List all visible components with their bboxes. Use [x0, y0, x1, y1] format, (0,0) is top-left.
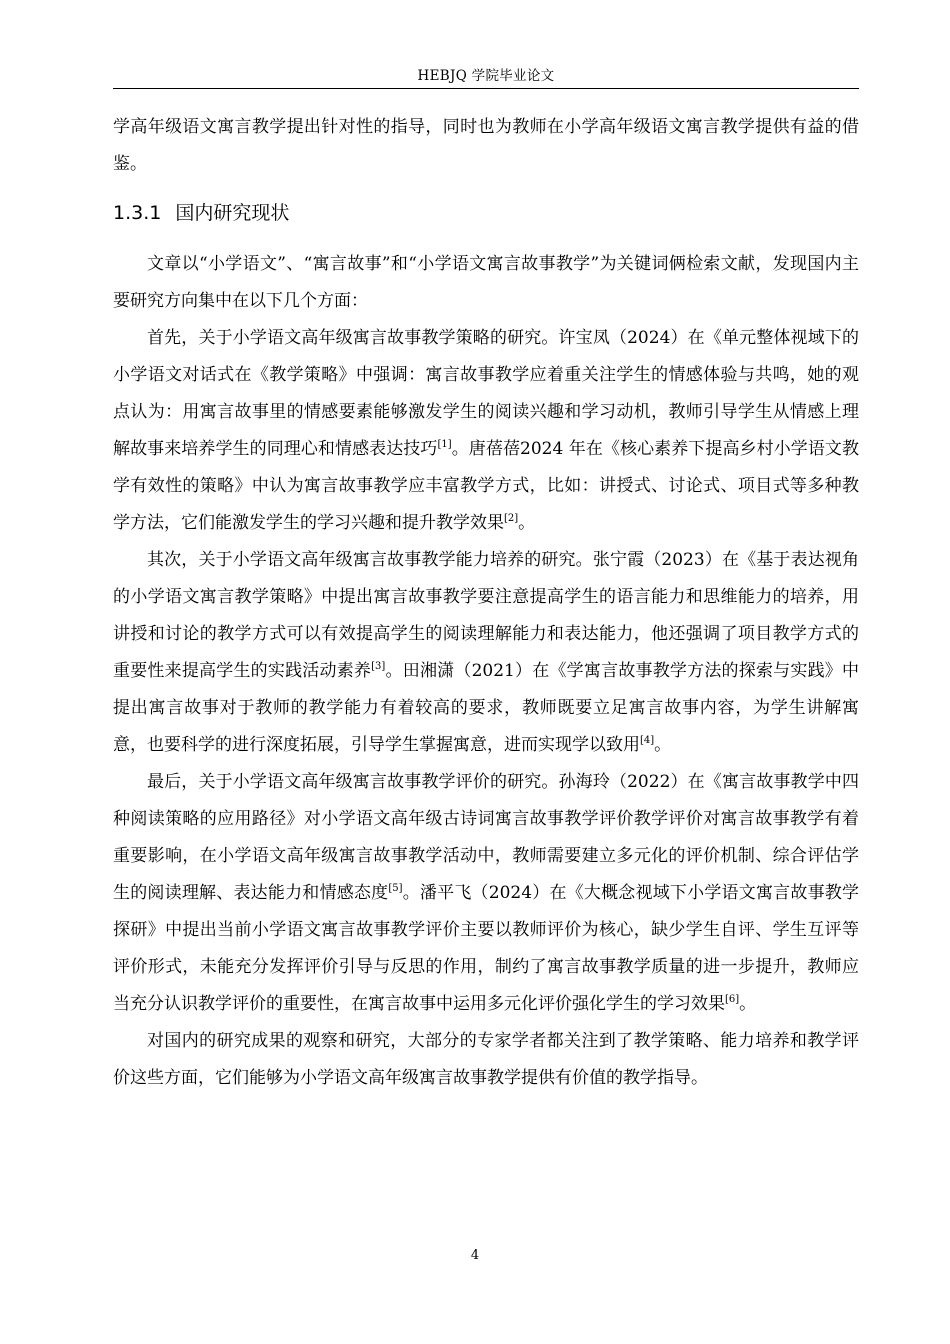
citation-2: [2]	[504, 513, 519, 524]
first-paragraph-text-b: 。唐蓓蓓2024 年在《核心素养下提高乡村小学语文教学有效性的策略》中认为寓言故事教学应丰富教学方式，比如：讲授式、讨论式、项目式等多种教学方法，它们能激发学生的学习兴趣和提升教学效果	[113, 439, 860, 533]
second-paragraph	[113, 542, 859, 764]
citation-6: [6]	[725, 994, 740, 1005]
first-paragraph-text-a: 首先，关于小学语文高年级寓言故事教学策略的研究。许宝凤（2024）在《单元整体视域下的小学语文对话式在《教学策略》中强调：寓言故事教学应着重关注学生的情感体验与共鸣，她的观点认为：用寓言故事里的情感要素能够激发学生的阅读兴趣和学习动机，教师引导学生从情感上理解故事来培养学生的同理心和情感表达技巧	[113, 328, 859, 459]
third-paragraph-text-c: 。	[739, 994, 757, 1014]
section-heading	[113, 197, 859, 229]
conclusion-paragraph: 对国内的研究成果的观察和研究，大部分的专家学者都关注到了教学策略、能力培养和教学评价这些方面，它们能够为小学语文高年级寓言故事教学提供有价值的教学指导。	[113, 1031, 859, 1088]
third-paragraph	[113, 764, 859, 1023]
first-paragraph	[113, 320, 859, 542]
section-title: 国内研究现状	[175, 202, 290, 224]
citation-3: [3]	[371, 661, 386, 672]
document-body	[113, 109, 859, 1097]
second-paragraph-text-a: 其次，关于小学语文高年级寓言故事教学能力培养的研究。张宁霞（2023）在《基于表达视角的小学语文寓言教学策略》中提出寓言故事教学要注意提高学生的语言能力和思维能力的培养，用讲授和讨论的教学方式可以有效提高学生的阅读理解能力和表达能力，他还强调了项目教学方式的重要性来提高学生的实践活动素养	[113, 550, 859, 681]
citation-4: [4]	[640, 735, 655, 746]
second-paragraph-text-c: 。	[654, 735, 672, 755]
third-paragraph-text-b: 。潘平飞（2024）在《大概念视域下小学语文寓言故事教学探研》中提出当前小学语文寓言故事教学评价主要以教师评价为核心，缺少学生自评、学生互评等评价形式，未能充分发挥评价引导与反思的作用，制约了寓言故事教学质量的进一步提升，教师应当充分认识教学评价的重要性，在寓言故事中运用多元化评价强化学生的学习效果	[113, 883, 859, 1014]
section-number: 1.3.1	[113, 202, 162, 224]
citation-5: [5]	[388, 883, 403, 894]
second-paragraph-text-b: 。田湘潇（2021）在《学寓言故事教学方法的探索与实践》中提出寓言故事对于教师的教学能力有着较高的要求，教师既要立足寓言故事内容，为学生讲解寓意，也要科学的进行深度拓展，引导学生掌握寓意，进而实现学以致用	[113, 661, 860, 755]
citation-1: [1]	[437, 439, 452, 450]
page-number: 4	[470, 1248, 480, 1263]
continuation-paragraph: 学高年级语文寓言教学提出针对性的指导，同时也为教师在小学高年级语文寓言教学提供有益的借鉴。	[113, 117, 859, 174]
page-header: HEBJQ 学院毕业论文	[113, 64, 859, 89]
intro-paragraph: 文章以“小学语文”、“寓言故事”和“小学语文寓言故事教学”为关键词俩检索文献，发现国内主要研究方向集中在以下几个方面：	[113, 254, 859, 311]
third-paragraph-text-a: 最后，关于小学语文高年级寓言故事教学评价的研究。孙海玲（2022）在《寓言故事教学中四种阅读策略的应用路径》对小学语文高年级古诗词寓言故事教学评价教学评价对寓言故事教学有着重要影响，在小学语文高年级寓言故事教学活动中，教师需要建立多元化的评价机制、综合评估学生的阅读理解、表达能力和情感态度	[113, 772, 859, 903]
first-paragraph-text-c: 。	[518, 513, 536, 533]
